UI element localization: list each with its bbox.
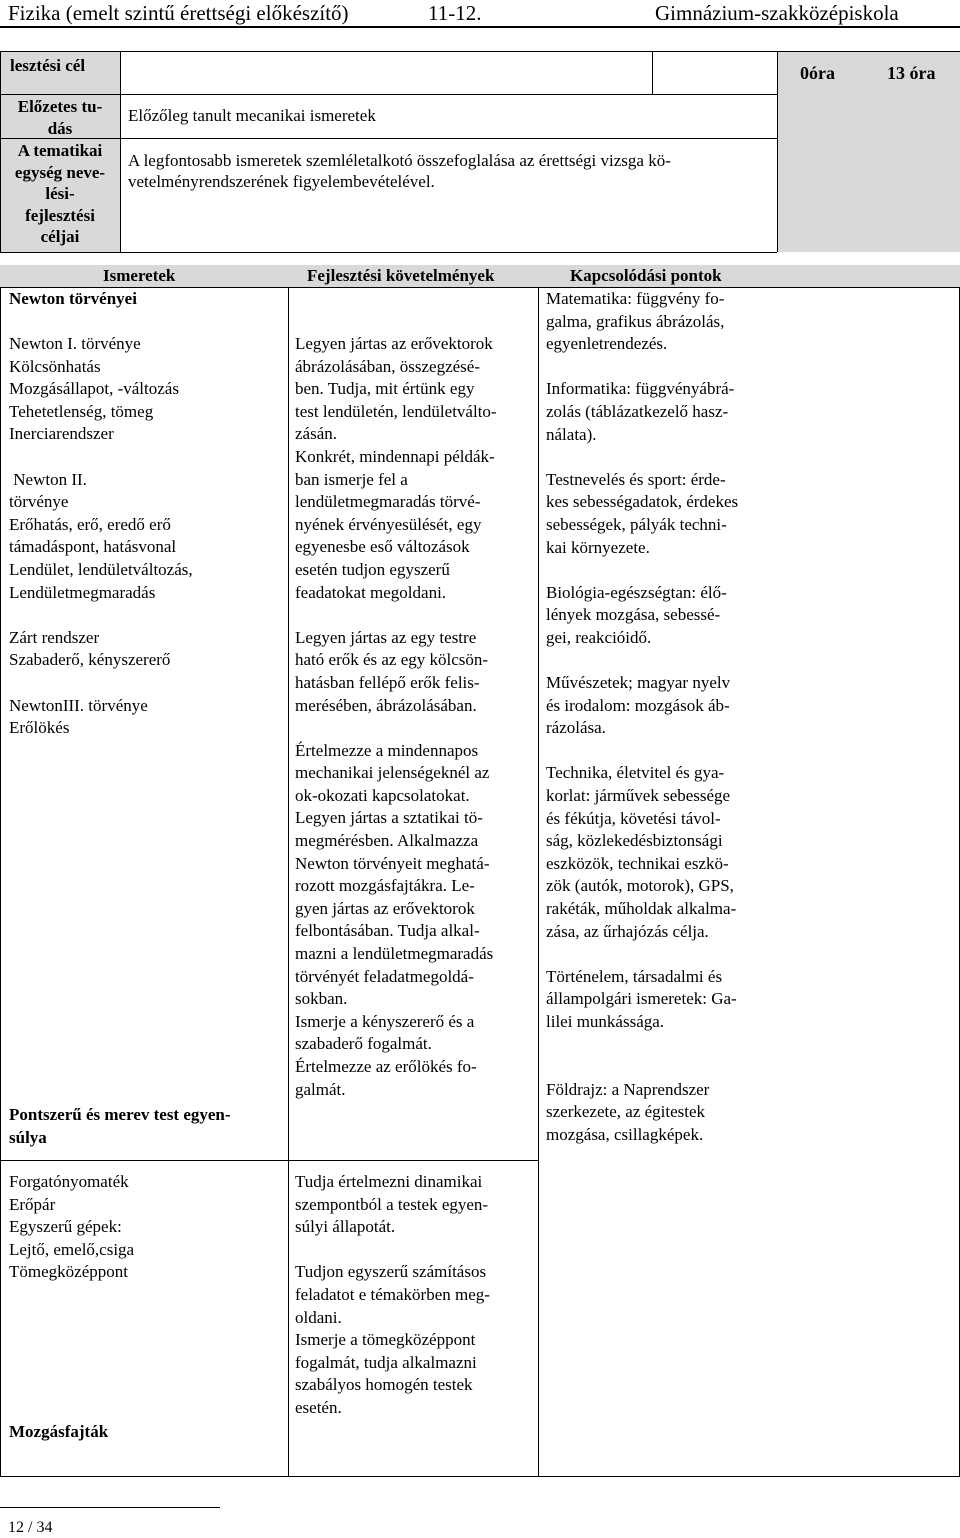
connection-line xyxy=(546,740,738,763)
knowledge-line: Szabaderő, kényszererő xyxy=(9,650,171,670)
knowledge-line: Newton II. xyxy=(9,469,87,489)
connection-line xyxy=(546,650,738,673)
knowledge-line: Erőpár xyxy=(9,1194,56,1214)
connection-line: mozgása, csillagképek. xyxy=(546,1124,704,1144)
requirement-line: Legyen jártas az egy testre xyxy=(295,627,477,647)
requirement-line xyxy=(295,717,497,740)
prior-knowledge-text: Előzőleg tanult mecanikai ismeretek xyxy=(128,106,376,125)
aims-line: A legfontosabb ismeretek szemléletalkotó összefoglalása az érettségi vizsga kö- xyxy=(128,151,671,170)
requirement-line: rozott mozgásfajtákra. Le- xyxy=(295,876,475,896)
requirement-line: felbontásában. Tudja alkal- xyxy=(295,921,480,941)
section-equilibrium-knowledge xyxy=(9,1171,134,1284)
connection-line: Informatika: függvényábrá- xyxy=(546,379,735,399)
requirement-line: mechanikai jelenségeknél az xyxy=(295,763,490,783)
requirement-line: egyenesbe eső változások xyxy=(295,537,470,557)
label-line: dás xyxy=(47,118,73,138)
prior-knowledge-label xyxy=(0,96,120,139)
hours-zero: 0óra xyxy=(800,63,835,83)
connection-line: gei, reakcióidő. xyxy=(546,627,652,647)
requirement-line: Értelmezze a mindennapos xyxy=(295,740,479,760)
requirement-line: sokban. xyxy=(295,989,348,1009)
connection-line: zása, az űrhajózás célja. xyxy=(546,921,709,941)
connection-line: kes sebességadatok, érdekes xyxy=(546,492,739,512)
header-rule xyxy=(0,26,960,28)
aims-text xyxy=(128,150,671,192)
title-line: Pontszerű és merev test egyen- xyxy=(9,1105,231,1124)
connection-line: ság, közlekedésbiztonsági xyxy=(546,831,723,851)
column-header-kapcsolodasi: Kapcsolódási pontok xyxy=(570,266,722,285)
table-rule xyxy=(0,1160,538,1161)
requirement-line: esetén. xyxy=(295,1397,342,1417)
header-school: Gimnázium-szakközépiskola xyxy=(655,1,899,25)
requirement-line: Konkrét, mindennapi példák- xyxy=(295,446,495,466)
table-rule xyxy=(0,94,777,95)
requirement-line: nyének érvényesülését, egy xyxy=(295,514,482,534)
connection-line: Matematika: függvény fo- xyxy=(546,289,725,308)
requirement-line: test lendületén, lendületválto- xyxy=(295,401,497,421)
connection-line: zolás (táblázatkezelő hasz- xyxy=(546,401,729,421)
requirement-line: lendületmegmaradás törvé- xyxy=(295,492,481,512)
connection-line: lények mozgása, sebessé- xyxy=(546,605,721,625)
table-rule xyxy=(0,252,777,253)
connection-line: korlat: járművek sebessége xyxy=(546,786,731,806)
header-left: Fizika (emelt szintű érettségi előkészítő) xyxy=(8,1,349,25)
table-rule xyxy=(288,287,289,1477)
connection-line: szerkezete, az égitestek xyxy=(546,1102,706,1122)
section-newton-knowledge xyxy=(9,333,193,740)
requirement-line: hatásban fellépő erők felis- xyxy=(295,672,480,692)
requirement-line: szabályos homogén testek xyxy=(295,1375,473,1395)
requirement-line: ábrázolásában, összegzésé- xyxy=(295,356,481,376)
knowledge-line: Lejtő, emelő,csiga xyxy=(9,1239,135,1259)
table-rule xyxy=(777,51,778,252)
requirement-line: esetén tudjon egyszerű xyxy=(295,559,450,579)
knowledge-line: Egyszerű gépek: xyxy=(9,1217,122,1237)
knowledge-line: Lendületmegmaradás xyxy=(9,582,156,602)
connection-line: Testnevelés és sport: érde- xyxy=(546,469,726,489)
requirement-line: gyen jártas az erővektorok xyxy=(295,898,475,918)
requirement-line: galmát. xyxy=(295,1079,346,1099)
footer-rule xyxy=(0,1507,220,1508)
connection-line xyxy=(546,1056,738,1079)
requirement-line: feladatot e témakörben meg- xyxy=(295,1284,490,1304)
requirement-line: fogalmát, tudja alkalmazni xyxy=(295,1352,477,1372)
requirement-line: Legyen jártas az erővektorok xyxy=(295,334,493,353)
knowledge-line: Tömegközéppont xyxy=(9,1262,128,1282)
requirement-line: Értelmezze az erőlökés fo- xyxy=(295,1057,477,1076)
column-header-ismeretek: Ismeretek xyxy=(103,266,176,285)
knowledge-line: Lendület, lendületváltozás, xyxy=(9,559,193,579)
connection-line: rázolása. xyxy=(546,718,606,738)
requirement-line: ható erők és az egy kölcsön- xyxy=(295,650,489,670)
connection-line: és irodalom: mozgások áb- xyxy=(546,695,730,715)
section-newton-requirements xyxy=(295,333,497,1101)
connection-line: nálata). xyxy=(546,424,597,444)
table-rule xyxy=(538,287,539,1477)
connection-line: zök (autók, motorok), GPS, xyxy=(546,876,734,896)
knowledge-line: törvénye xyxy=(9,492,69,512)
table-rule xyxy=(0,51,960,52)
knowledge-line xyxy=(9,604,193,627)
knowledge-line: támadáspont, hatásvonal xyxy=(9,537,177,557)
connection-line: sebességek, pályák techni- xyxy=(546,514,727,534)
table-rule xyxy=(0,1476,960,1477)
connection-line: Történelem, társadalmi és xyxy=(546,966,723,986)
connection-line: eszközök, technikai eszkö- xyxy=(546,853,729,873)
page-number: 12 / 34 xyxy=(8,1519,53,1536)
knowledge-line: NewtonIII. törvénye xyxy=(9,695,148,715)
requirement-line: feadatokat megoldani. xyxy=(295,582,447,602)
knowledge-line: Kölcsönhatás xyxy=(9,356,101,376)
table-rule xyxy=(0,287,960,288)
connection-line: kai környezete. xyxy=(546,537,650,557)
requirement-line: Tudjon egyszerű számításos xyxy=(295,1262,487,1282)
knowledge-line: Zárt rendszer xyxy=(9,627,100,647)
knowledge-line: Mozgásállapot, -változás xyxy=(9,379,179,399)
connection-line xyxy=(546,559,738,582)
connection-line: galma, grafikus ábrázolás, xyxy=(546,311,725,331)
requirement-line: Ismerje a kényszererő és a xyxy=(295,1011,475,1031)
requirement-line: mazni a lendületmegmaradás xyxy=(295,944,494,964)
connection-line: lilei munkássága. xyxy=(546,1012,665,1031)
requirement-line xyxy=(295,1239,490,1262)
requirement-line: súlyi állapotát. xyxy=(295,1217,396,1237)
requirement-line: ban ismerje fel a xyxy=(295,469,408,489)
label-line: lési- xyxy=(45,184,75,203)
requirement-line: Ismerje a tömegközéppont xyxy=(295,1330,476,1350)
connection-line: Művészetek; magyar nyelv xyxy=(546,673,731,693)
requirement-line: ben. Tudja, mit értünk egy xyxy=(295,379,475,399)
header-grade: 11-12. xyxy=(428,1,482,25)
connection-line: rakéták, műholdak alkalma- xyxy=(546,899,737,919)
requirement-line: szabaderő fogalmát. xyxy=(295,1034,432,1054)
hours-total: 13 óra xyxy=(887,63,936,83)
requirement-line: Legyen jártas a sztatikai tö- xyxy=(295,808,483,828)
connection-line xyxy=(546,1034,738,1057)
requirement-line: megmérésben. Alkalmazza xyxy=(295,831,479,851)
connection-line xyxy=(546,356,738,379)
requirement-line: oldani. xyxy=(295,1307,342,1327)
knowledge-line: Forgatónyomaték xyxy=(9,1172,129,1191)
goal-label: lesztési cél xyxy=(10,56,86,75)
requirement-line: zásán. xyxy=(295,424,338,444)
label-line: céljai xyxy=(40,227,80,246)
requirement-line: Tudja értelmezni dinamikai xyxy=(295,1172,483,1191)
knowledge-line: Inerciarendszer xyxy=(9,424,114,444)
connection-line: és fékútja, követési távol- xyxy=(546,808,721,828)
requirement-line: ok-okozati kapcsolatokat. xyxy=(295,785,470,805)
requirement-line: törvényét feladatmegoldá- xyxy=(295,966,474,986)
requirement-line xyxy=(295,604,497,627)
label-line: egység neve- xyxy=(14,162,106,182)
title-line: súlya xyxy=(9,1127,47,1147)
knowledge-line xyxy=(9,672,193,695)
connection-line: állampolgári ismeretek: Ga- xyxy=(546,989,737,1009)
connection-line: Földrajz: a Naprendszer xyxy=(546,1079,710,1099)
column-header-fejlesztesi: Fejlesztési követelmények xyxy=(307,266,495,285)
connection-line xyxy=(546,446,738,469)
connection-line: Biológia-egészségtan: élő- xyxy=(546,582,727,602)
knowledge-line: Erőhatás, erő, eredő erő xyxy=(9,514,171,534)
requirement-line: szempontból a testek egyen- xyxy=(295,1194,489,1214)
section-equilibrium-title xyxy=(9,1104,231,1149)
label-line: A tematikai xyxy=(17,141,103,160)
requirement-line: Newton törvényeit meghatá- xyxy=(295,853,490,873)
table-rule xyxy=(120,51,121,252)
requirement-line: merésében, ábrázolásában. xyxy=(295,695,477,715)
section-newton-connections xyxy=(546,288,738,1147)
section-newton-title: Newton törvényei xyxy=(9,289,137,308)
knowledge-line: Erőlökés xyxy=(9,718,70,738)
knowledge-line xyxy=(9,446,193,469)
table-rule xyxy=(0,287,1,1477)
section-equilibrium-requirements xyxy=(295,1171,490,1420)
table-rule xyxy=(652,51,653,94)
knowledge-line: Newton I. törvénye xyxy=(9,334,141,353)
connection-line: egyenletrendezés. xyxy=(546,334,668,354)
knowledge-line: Tehetetlenség, tömeg xyxy=(9,401,154,421)
aims-line: vetelményrendszerének figyelembevételével. xyxy=(128,172,435,191)
connection-line: Technika, életvitel és gya- xyxy=(546,763,725,783)
connection-line xyxy=(546,943,738,966)
section-motion-types-title: Mozgásfajták xyxy=(9,1422,109,1441)
label-line: fejlesztési xyxy=(25,205,95,225)
label-line: Előzetes tu- xyxy=(17,97,103,116)
aims-label xyxy=(0,140,120,248)
